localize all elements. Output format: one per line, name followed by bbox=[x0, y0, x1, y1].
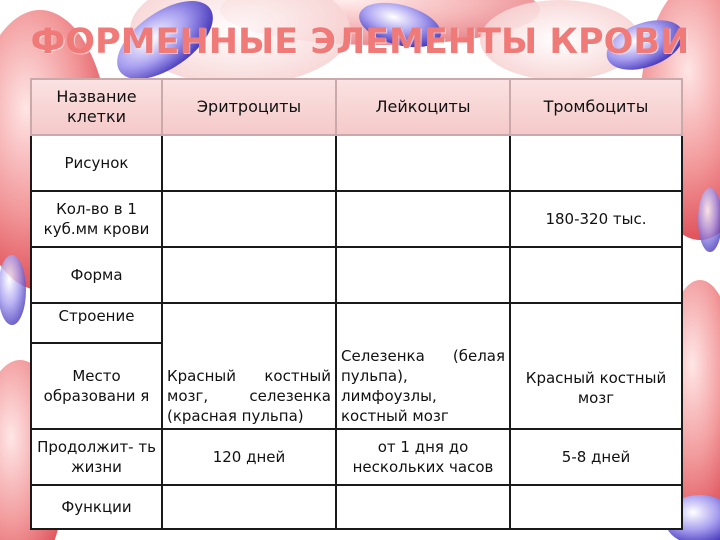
blood-elements-table bbox=[30, 78, 683, 530]
cell-picture-thrombocytes bbox=[510, 135, 682, 191]
row-label-structure: Строение bbox=[31, 303, 162, 343]
header-cell-erythrocytes: Эритроциты bbox=[162, 79, 336, 135]
cell-origin-leukocytes-text: Селезенка (белая пульпа), лимфоузлы, костный мозг bbox=[341, 347, 505, 425]
table-row bbox=[31, 429, 682, 485]
row-label-lifespan: Продолжит- ть жизни bbox=[31, 429, 162, 485]
cell-functions-erythrocytes bbox=[162, 485, 336, 529]
table-row bbox=[31, 135, 682, 191]
cell-shape-leukocytes bbox=[336, 247, 510, 303]
cell-count-thrombocytes: 180-320 тыс. bbox=[510, 191, 682, 247]
cell-origin-thrombocytes: Красный костный мозг bbox=[510, 303, 682, 429]
header-cell-name: Название клетки bbox=[31, 79, 162, 135]
cell-lifespan-thrombocytes: 5-8 дней bbox=[510, 429, 682, 485]
cell-picture-erythrocytes bbox=[162, 135, 336, 191]
row-label-origin: Место образовани я bbox=[31, 343, 162, 429]
row-label-picture: Рисунок bbox=[31, 135, 162, 191]
row-label-functions: Функции bbox=[31, 485, 162, 529]
cell-picture-leukocytes bbox=[336, 135, 510, 191]
table-row bbox=[31, 191, 682, 247]
cell-lifespan-erythrocytes: 120 дней bbox=[162, 429, 336, 485]
table-row bbox=[31, 247, 682, 303]
cell-lifespan-leukocytes-text: от 1 дня до нескольких часов bbox=[352, 438, 494, 476]
cell-shape-thrombocytes bbox=[510, 247, 682, 303]
cell-count-erythrocytes bbox=[162, 191, 336, 247]
table-row bbox=[31, 303, 682, 343]
cell-lifespan-leukocytes bbox=[336, 429, 510, 485]
page-title: ФОРМЕННЫЕ ЭЛЕМЕНТЫ КРОВИ bbox=[30, 22, 690, 62]
cell-shape-erythrocytes bbox=[162, 247, 336, 303]
cell-count-leukocytes bbox=[336, 191, 510, 247]
header-cell-thrombocytes: Тромбоциты bbox=[510, 79, 682, 135]
cell-origin-erythrocytes bbox=[162, 303, 336, 429]
cell-origin-erythrocytes-text: Красный костный мозг, селезенка (красная пульпа) bbox=[167, 367, 331, 425]
cell-functions-leukocytes bbox=[336, 485, 510, 529]
table-header-row bbox=[31, 79, 682, 135]
row-label-shape: Форма bbox=[31, 247, 162, 303]
cell-functions-thrombocytes bbox=[510, 485, 682, 529]
table-row bbox=[31, 485, 682, 529]
row-label-count-text: Кол-во в 1 куб.мм крови bbox=[43, 200, 150, 238]
cell-origin-leukocytes bbox=[336, 303, 510, 429]
header-cell-leukocytes: Лейкоциты bbox=[336, 79, 510, 135]
row-label-count bbox=[31, 191, 162, 247]
